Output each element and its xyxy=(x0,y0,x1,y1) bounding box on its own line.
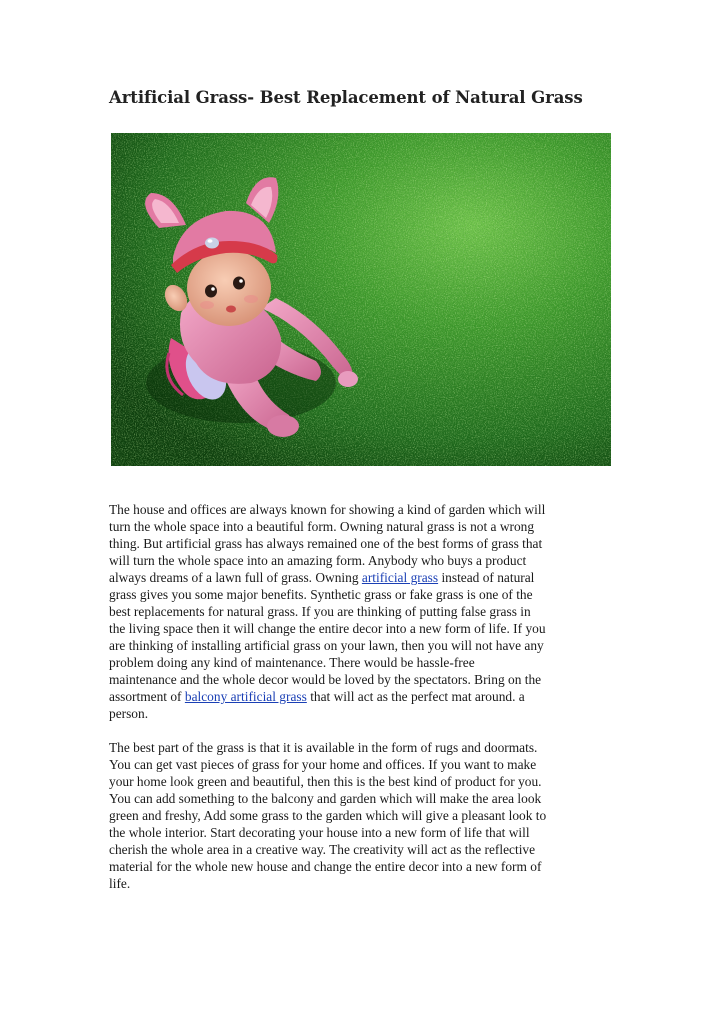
text-line: are thinking of installing artificial grass on your lawn, then you will not have any xyxy=(109,638,544,653)
text-line: maintenance and the whole decor would be loved by the spectators. Bring on the xyxy=(109,672,542,687)
text-line: The house and offices are always known for showing a kind of garden which will xyxy=(109,502,546,517)
text-line: You can add something to the balcony and garden which will make the area look xyxy=(109,791,542,806)
doll-on-grass-photo xyxy=(111,133,611,466)
text-line: best replacements for natural grass. If you are thinking of putting false grass in xyxy=(109,604,531,619)
text-line: will turn the whole space into an amazing form. Anybody who buys a product xyxy=(109,553,527,568)
text-segment: instead of natural xyxy=(438,570,535,585)
text-line: person. xyxy=(109,706,149,721)
text-line: grass gives you some major benefits. Synthetic grass or fake grass is one of the xyxy=(109,587,533,602)
page-title: Artificial Grass- Best Replacement of Natural Grass xyxy=(109,88,583,107)
text-line: green and freshy, Add some grass to the garden which will give a pleasant look to xyxy=(109,808,547,823)
text-line: thing. But artificial grass has always remained one of the best forms of grass that xyxy=(109,536,543,551)
text-line: material for the whole new house and change the entire decor into a new form of xyxy=(109,859,542,874)
text-segment: that will act as the perfect mat around. a xyxy=(306,689,525,704)
text-line: You can get vast pieces of grass for your home and offices. If you want to make xyxy=(109,757,537,772)
text-line: turn the whole space into a beautiful form. Owning natural grass is not a wrong xyxy=(109,519,535,534)
text-segment: always dreams of a lawn full of grass. Owning xyxy=(109,570,362,585)
text-line: The best part of the grass is that it is available in the form of rugs and doormats. xyxy=(109,740,538,755)
text-line: life. xyxy=(109,876,131,891)
text-line xyxy=(109,688,619,705)
artificial-grass-link[interactable]: artificial grass xyxy=(361,570,439,585)
text-segment: assortment of xyxy=(109,689,185,704)
paragraph-2 xyxy=(109,739,619,892)
article-body xyxy=(109,501,619,909)
text-line: problem doing any kind of maintenance. There would be hassle-free xyxy=(109,655,475,670)
text-line xyxy=(109,569,619,586)
text-line: the whole interior. Start decorating your house into a new form of life that will xyxy=(109,825,530,840)
balcony-artificial-grass-link[interactable]: balcony artificial grass xyxy=(184,689,307,704)
doll-on-artificial-grass-photo xyxy=(111,133,611,466)
text-line: the living space then it will change the entire decor into a new form of life. If you xyxy=(109,621,546,636)
text-line: your home look green and beautiful, then this is the best kind of product for you. xyxy=(109,774,542,789)
text-line: cherish the whole area in a creative way. The creativity will act as the reflective xyxy=(109,842,536,857)
paragraph-1 xyxy=(109,501,619,722)
